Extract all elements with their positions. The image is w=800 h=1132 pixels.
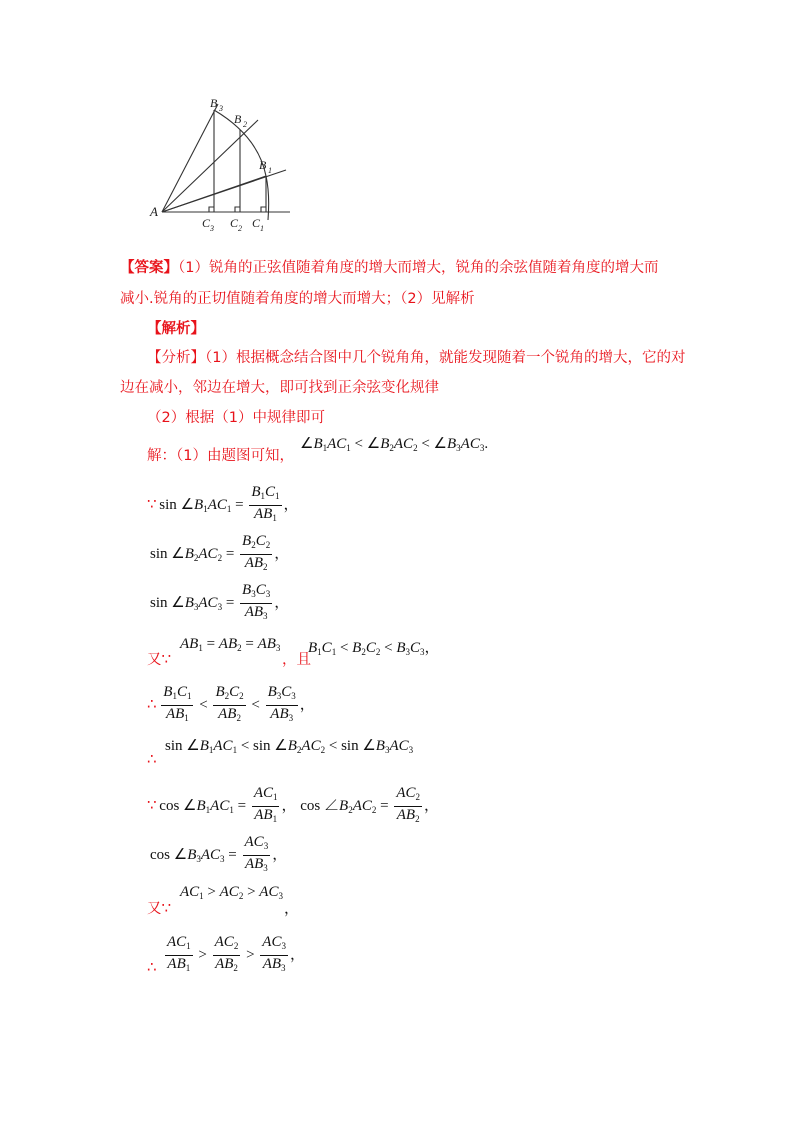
frac-ineq-sin: ∴ $\frac{B_1C_1}{AB_1}$ < $\frac{B_2C_2}{AB_2}$ < $\frac{B_3C_3}{AB_3}$ ， bbox=[147, 684, 315, 723]
label-b3-sub: 3 bbox=[219, 104, 223, 113]
geometry-figure bbox=[140, 90, 300, 240]
sin-1-eq: ∵ $\sin \angle B_1AC_1$ = $\frac{B_1C_1}{AB_1}$ ， bbox=[147, 484, 299, 523]
fenxi-line-2: 边在减小，邻边在增大，即可找到正余弦变化规律 bbox=[120, 380, 439, 396]
ac-inequality: $AC_1 > AC_2 > AC_3$ bbox=[180, 884, 283, 901]
label-b2: B bbox=[234, 112, 242, 126]
label-c2: C bbox=[230, 216, 239, 230]
ab-equal: $AB_1 = AB_2 = AB_3$ bbox=[180, 636, 281, 653]
label-c1-sub: 1 bbox=[260, 224, 264, 233]
analysis-tag: 【解析】 bbox=[147, 321, 205, 337]
answer-tag: 【答案】 bbox=[120, 260, 178, 276]
sin-2-eq: $\sin \angle B_2AC_2$ = $\frac{B_2C_2}{AB_2}$ ， bbox=[150, 533, 290, 572]
cos-1-2-eq: ∵ $\cos \angle B_1AC_1$ = $\frac{AC_1}{AB_1}$ ， $\cos \angle B_2AC_2$ = $\frac{AC_2}{AB_2}$ ， bbox=[147, 785, 440, 824]
answer-line-2: 减小.锐角的正切值随着角度的增大而增大；（2）见解析 bbox=[120, 291, 475, 307]
answer-line-1 bbox=[120, 256, 658, 277]
label-c2-sub: 2 bbox=[238, 224, 242, 233]
therefore-2: ∴ bbox=[147, 750, 156, 768]
solution-intro: 解：（1）由题图可知， bbox=[147, 448, 294, 464]
label-b3: B bbox=[210, 96, 218, 110]
you-because-1: 又∵ bbox=[147, 650, 171, 668]
label-b2-sub: 2 bbox=[243, 120, 247, 129]
fenxi-tag: 【分析】 bbox=[147, 350, 205, 366]
fenxi-line-1 bbox=[147, 346, 685, 367]
comma-ac: ， bbox=[284, 901, 300, 917]
label-c1: C bbox=[252, 216, 261, 230]
part2-text: （2）根据（1）中规律即可 bbox=[147, 410, 325, 426]
cos-3-eq: $\cos \angle B_3AC_3$ = $\frac{AC_3}{AB_3}$ ， bbox=[150, 834, 288, 873]
label-b1: B bbox=[259, 158, 267, 172]
angle-inequality: $\angle B_1AC_1$ < $\angle B_2AC_2$ < $\angle B_3AC_3$. bbox=[300, 436, 489, 453]
answer-text-1: （1）锐角的正弦值随着角度的增大而增大，锐角的余弦值随着角度的增大而 bbox=[178, 260, 659, 276]
label-b1-sub: 1 bbox=[268, 166, 272, 175]
bc-inequality: $B_1C_1 < B_2C_2 < B_3C_3$， bbox=[308, 640, 440, 657]
sin-inequality: $\sin \angle B_1AC_1 < \sin$ $\angle B_2AC_2 < \sin$ $\angle B_3AC_3$ bbox=[165, 738, 414, 755]
therefore-3: ∴ bbox=[147, 958, 156, 976]
you-because-2: 又∵ bbox=[147, 899, 171, 917]
sin-3-eq: $\sin \angle B_3AC_3$ = $\frac{B_3C_3}{AB_3}$ ， bbox=[150, 582, 290, 621]
label-c3: C bbox=[202, 216, 211, 230]
fenxi-text-1: （1）根据概念结合图中几个锐角角，就能发现随着一个锐角的增大，它的对 bbox=[205, 350, 686, 366]
frac-ineq-cos: $\frac{AC_1}{AB_1}$ > $\frac{AC_2}{AB_2}$ > $\frac{AC_3}{AB_3}$ ， bbox=[167, 934, 305, 973]
label-a: A bbox=[150, 204, 158, 219]
qie-text: ，且 bbox=[282, 652, 311, 668]
label-c3-sub: 3 bbox=[210, 224, 214, 233]
